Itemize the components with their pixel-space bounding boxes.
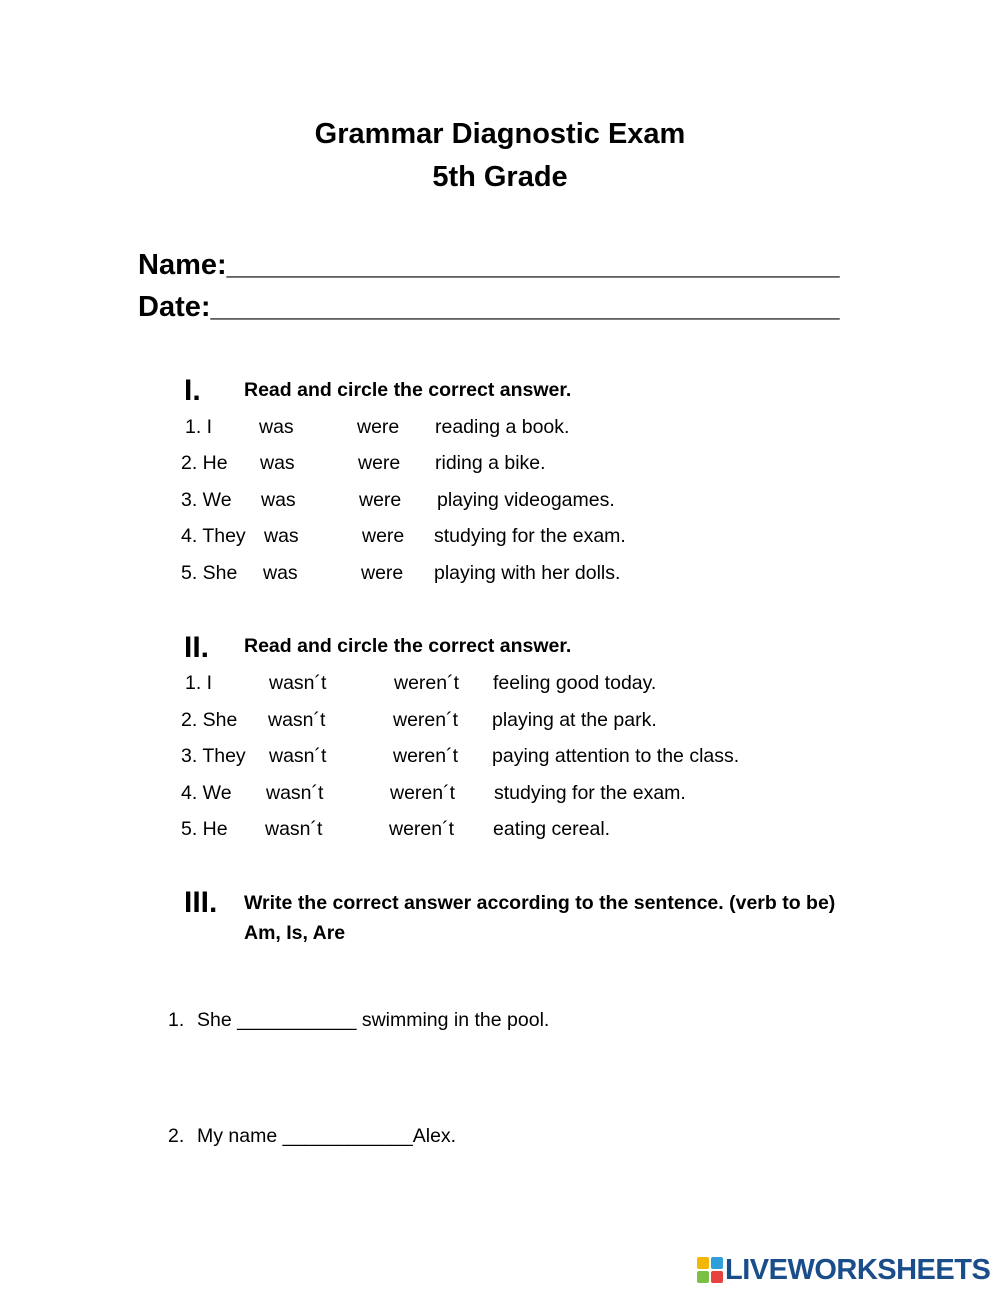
sentence-rest: riding a bike. (435, 452, 546, 474)
option-wasnt[interactable]: wasn´t (265, 818, 323, 840)
page-subtitle: 5th Grade (432, 161, 568, 193)
option-was[interactable]: was (263, 562, 298, 584)
sentence-rest: feeling good today. (493, 672, 657, 694)
fill-in-sentence[interactable]: She ___________ swimming in the pool. (197, 1009, 550, 1031)
fill-in-number: 1. (168, 1009, 185, 1031)
option-was[interactable]: was (259, 416, 294, 438)
page-title: Grammar Diagnostic Exam (314, 118, 686, 150)
question-number: 1. I (185, 416, 213, 438)
sentence-rest: eating cereal. (493, 818, 611, 840)
section-2-number: II. (184, 631, 210, 664)
section-2-instruction: Read and circle the correct answer. (244, 635, 572, 657)
question-number: 3. We (181, 489, 232, 511)
section-3-number: III. (184, 886, 218, 919)
sentence-rest: playing at the park. (492, 709, 657, 731)
section-3-instruction: Write the correct answer according to the sentence. (verb to be) (244, 892, 836, 914)
logo-blocks-icon (697, 1257, 723, 1283)
option-wasnt[interactable]: wasn´t (266, 782, 324, 804)
option-wasnt[interactable]: wasn´t (268, 709, 326, 731)
option-was[interactable]: was (264, 525, 299, 547)
name-field[interactable]: Name:______________________________________ (138, 249, 840, 281)
sentence-rest: playing with her dolls. (434, 562, 621, 584)
option-wasnt[interactable]: wasn´t (269, 672, 327, 694)
option-werent[interactable]: weren´t (394, 672, 460, 694)
question-number: 4. They (181, 525, 246, 547)
option-were[interactable]: were (359, 489, 402, 511)
question-number: 5. She (181, 562, 238, 584)
option-was[interactable]: was (261, 489, 296, 511)
option-were[interactable]: were (358, 452, 401, 474)
sentence-rest: studying for the exam. (494, 782, 686, 804)
question-number: 2. She (181, 709, 238, 731)
sentence-rest: paying attention to the class. (492, 745, 740, 767)
question-number: 1. I (185, 672, 213, 694)
option-werent[interactable]: weren´t (390, 782, 456, 804)
date-field[interactable]: Date:_______________________________________ (138, 291, 840, 323)
option-werent[interactable]: weren´t (389, 818, 455, 840)
logo-text: LIVEWORKSHEETS (725, 1254, 991, 1286)
option-wasnt[interactable]: wasn´t (269, 745, 327, 767)
sentence-rest: studying for the exam. (434, 525, 626, 547)
fill-in-number: 2. (168, 1125, 185, 1147)
option-were[interactable]: were (362, 525, 405, 547)
question-number: 4. We (181, 782, 232, 804)
option-were[interactable]: were (357, 416, 400, 438)
option-werent[interactable]: weren´t (393, 745, 459, 767)
question-number: 5. He (181, 818, 228, 840)
question-number: 3. They (181, 745, 246, 767)
option-was[interactable]: was (260, 452, 295, 474)
section-3-options: Am, Is, Are (244, 922, 346, 944)
sentence-rest: playing videogames. (437, 489, 615, 511)
section-1-number: I. (184, 374, 201, 407)
sentence-rest: reading a book. (435, 416, 570, 438)
option-werent[interactable]: weren´t (393, 709, 459, 731)
option-were[interactable]: were (361, 562, 404, 584)
fill-in-sentence[interactable]: My name ____________Alex. (197, 1125, 457, 1147)
question-number: 2. He (181, 452, 228, 474)
section-1-instruction: Read and circle the correct answer. (244, 379, 572, 401)
